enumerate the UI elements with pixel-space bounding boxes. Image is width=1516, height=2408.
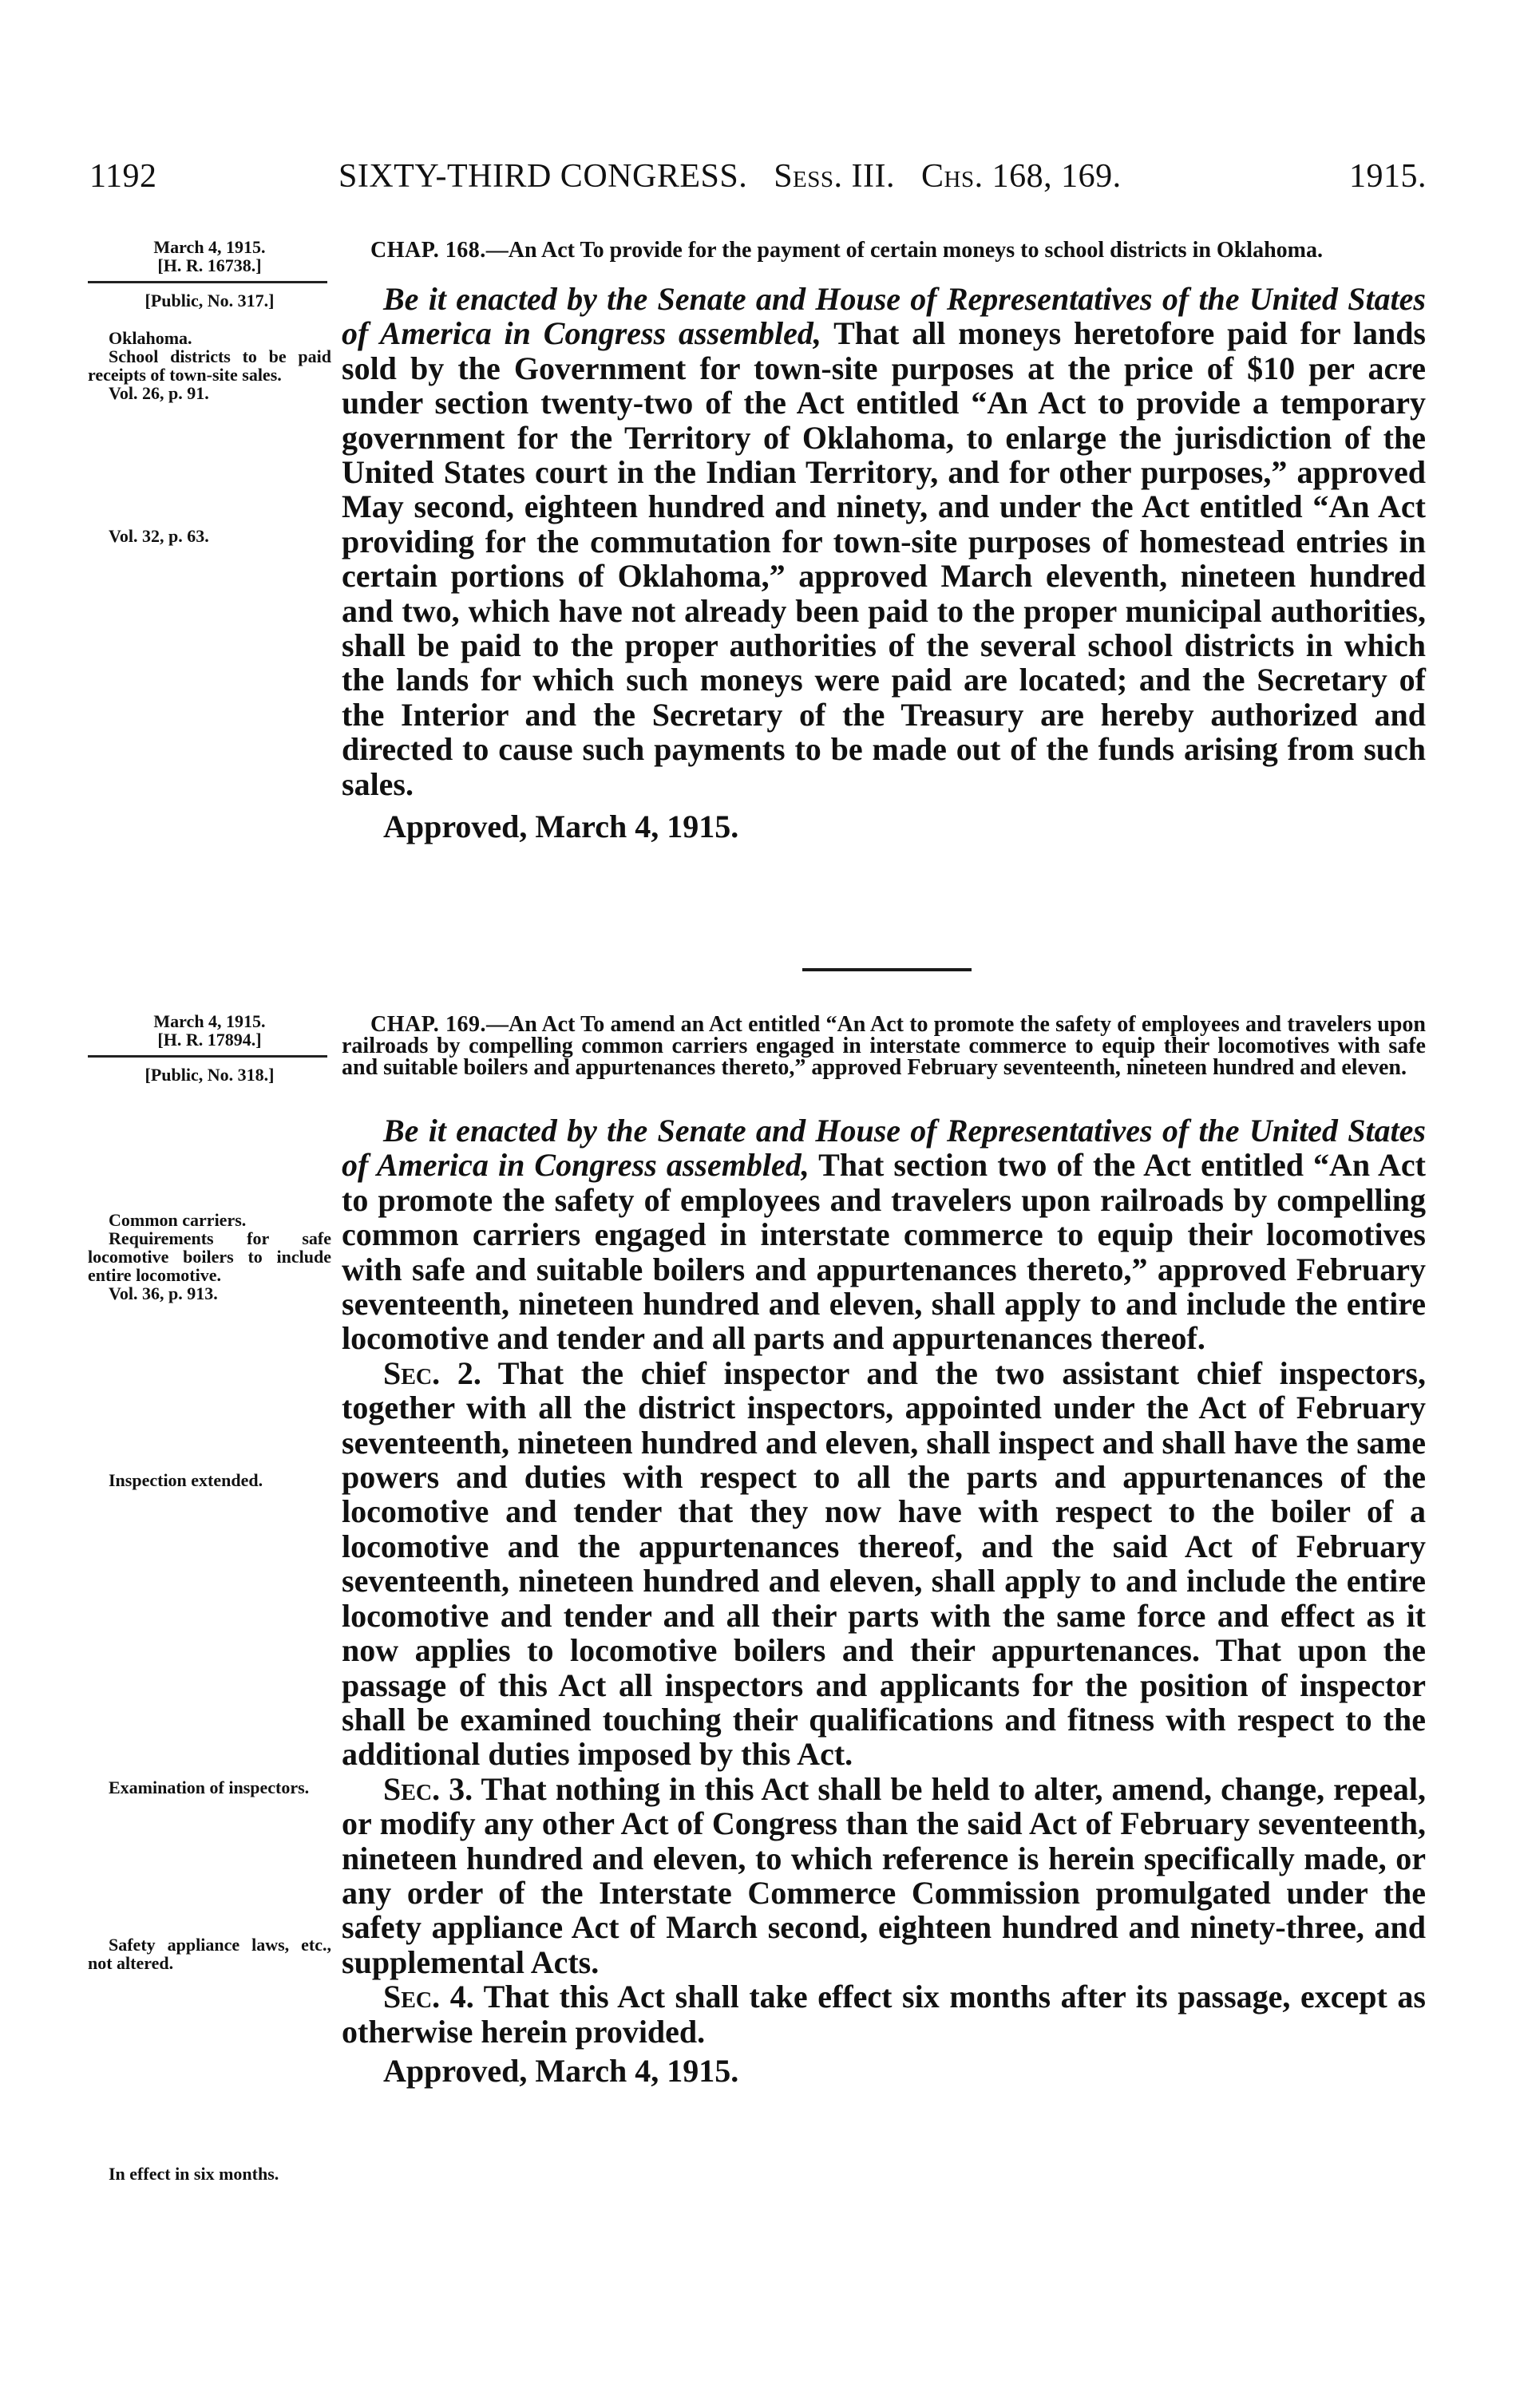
margin-rule — [88, 1055, 327, 1058]
chap168-subtopic: School districts to be paid receipts of town-site sales. — [88, 346, 331, 385]
session-label: Sess. III. — [774, 158, 895, 195]
chap168-public-law: [Public, No. 317.] — [144, 291, 275, 310]
chap168-topic: Oklahoma. — [109, 328, 192, 348]
chap168-citation-2: Vol. 32, p. 63. — [109, 526, 209, 546]
chap169-date: March 4, 1915. — [153, 1011, 266, 1031]
chap169-section-1-text: That section two of the Act entitled “An Act to promote the safety of employees and travelers upon railroads by compelling common carriers engaged in interstate commerce to equip their locomotives with safe and suitable boilers and appurtenances thereto,” approved February seventeenth, nineteen hundred and eleven, shall apply to and include the entire locomotive and tender and all parts and appurtenances thereof. — [342, 1147, 1427, 1357]
chapters-label: Chs. 168, 169. — [921, 158, 1122, 195]
sec4-text: That this Act shall take effect six months after its passage, except as otherwise herein provided. — [342, 1979, 1426, 2050]
chap169-heading — [342, 1014, 1426, 1078]
chap168-citation-1: Vol. 26, p. 91. — [109, 383, 209, 403]
chap169-section-4 — [342, 1979, 1426, 2049]
sec2-text: That the chief inspector and the two assistant chief inspectors, together with all the district inspectors, appointed under the Act of February seventeenth, nineteen hundred and eleven, shall inspect and shall have the same powers and duties with respect to all the parts and appurtenances of the locomotive and tender that they now have with respect to the boiler of a locomotive and the appurtenances thereof, and the said Act of February seventeenth, nineteen hundred and eleven, shall apply to and include the entire locomotive and tender and all their parts with the same force and effect as it now applies to locomotive boilers and their appurtenances. That upon the passage of this Act all inspectors and applicants for the position of inspector shall be examined touching their qualifications and fitness with respect to the additional duties imposed by this Act. — [342, 1354, 1426, 1773]
chap169-topic: Common carriers. — [109, 1210, 247, 1230]
chap168-title: —An Act To provide for the payment of certain moneys to school districts in Oklahoma. — [485, 238, 1323, 263]
chap168-body — [342, 282, 1426, 801]
chap169-label: CHAP. 169. — [370, 1012, 486, 1037]
chapter-divider — [802, 968, 972, 971]
chap169-margin-exam — [88, 1778, 331, 1797]
chap169-margin-topic — [88, 1211, 331, 1303]
chap169-margin-sec2 — [88, 1471, 331, 1489]
chap168-body-text: That all moneys heretofore paid for lands sold by the Government for town-site purposes at the price of $10 per acre under section twenty-two of the Act entitled “An Act to provide a temporary government for the Territory of Oklahoma, to enlarge the jurisdiction of the United States court in the Indian Territory, and for other purposes,” approved May second, eighteen hundred and ninety, and under the Act entitled “An Act providing for the commutation for town-site purposes of homestead entries in certain portions of Oklahoma,” approved March eleventh, nineteen hundred and two, which have not already been paid to the proper municipal authorities, shall be paid to the proper authorities of the several school districts in which the lands for which such moneys were paid are located; and the Secretary of the Interior and the Secretary of the Treasury are hereby authorized and directed to cause such payments to be made out of the funds arising from such sales. — [342, 315, 1427, 802]
chap168-margin-topic — [88, 329, 331, 402]
chap169-column — [342, 1014, 1426, 2088]
header-title — [338, 156, 1122, 196]
page-number: 1192 — [89, 158, 157, 195]
chap169-margin-sec4 — [88, 2165, 331, 2183]
chap168-heading — [342, 239, 1426, 261]
chap169-title: —An Act To amend an Act entitled “An Act to promote the safety of employees and travelers upon railroads by compelling common carriers engaged in interstate commerce to equip their locomotives with safe and suitable boilers and appurtenances thereto,” approved February seventeenth, nineteen hundred and eleven. — [342, 1012, 1426, 1080]
header-year: 1915. — [1349, 158, 1427, 195]
chap168-date: March 4, 1915. — [153, 237, 266, 257]
margin-rule — [88, 281, 327, 283]
note-inspection-extended: Inspection extended. — [109, 1470, 263, 1490]
chap169-enacting-clause: Be it enacted by the Senate and House of Representatives of the United States of America in Congress assembled, — [342, 1113, 1426, 1184]
note-in-effect: In effect in six months. — [109, 2164, 279, 2184]
chap169-public-law: [Public, No. 318.] — [144, 1065, 275, 1085]
sec3-label: Sec. 3. — [383, 1770, 473, 1807]
chap168-margin-citation-2 — [88, 527, 331, 545]
chap169-bill-number: [H. R. 17894.] — [157, 1030, 262, 1050]
chap168-bill-number: [H. R. 16738.] — [157, 255, 262, 275]
chap169-section-1 — [342, 1113, 1426, 1356]
chap168-margin-header — [88, 238, 331, 310]
sec4-label: Sec. 4. — [383, 1979, 474, 2015]
sec2-label: Sec. 2. — [383, 1354, 481, 1391]
chap169-approved: Approved, March 4, 1915. — [383, 2052, 739, 2089]
congress-name: SIXTY-THIRD CONGRESS. — [338, 158, 748, 195]
running-header — [89, 156, 1427, 196]
chap169-subtopic: Requirements for safe locomotive boilers to include entire locomotive. — [88, 1228, 331, 1285]
sec3-text: That nothing in this Act shall be held to alter, amend, change, repeal, or modify any other Act of Congress than the said Act of February seventeenth, nineteen hundred and eleven, to which reference is herein specifically made, or any order of the Interstate Commerce Commission promulgated under the safety appliance Act of March second, eighteen hundred and ninety-three, and supplemental Acts. — [342, 1770, 1426, 1980]
note-safety-appliance: Safety appliance laws, etc., not altered. — [88, 1935, 331, 1973]
chap169-margin-sec3 — [88, 1935, 331, 1972]
chap168-label: CHAP. 168. — [370, 238, 486, 263]
chap169-section-2 — [342, 1356, 1426, 1772]
chap168-approved: Approved, March 4, 1915. — [383, 809, 739, 845]
chap169-citation: Vol. 36, p. 913. — [109, 1283, 218, 1303]
chap168-enacting-clause: Be it enacted by the Senate and House of Representatives of the United States of America in Congress assembled, — [342, 281, 1426, 352]
chap168-column — [342, 239, 1426, 844]
chap169-margin-header — [88, 1012, 331, 1084]
chap169-section-3 — [342, 1772, 1426, 1979]
note-examination-of-inspectors: Examination of inspectors. — [109, 1777, 310, 1797]
